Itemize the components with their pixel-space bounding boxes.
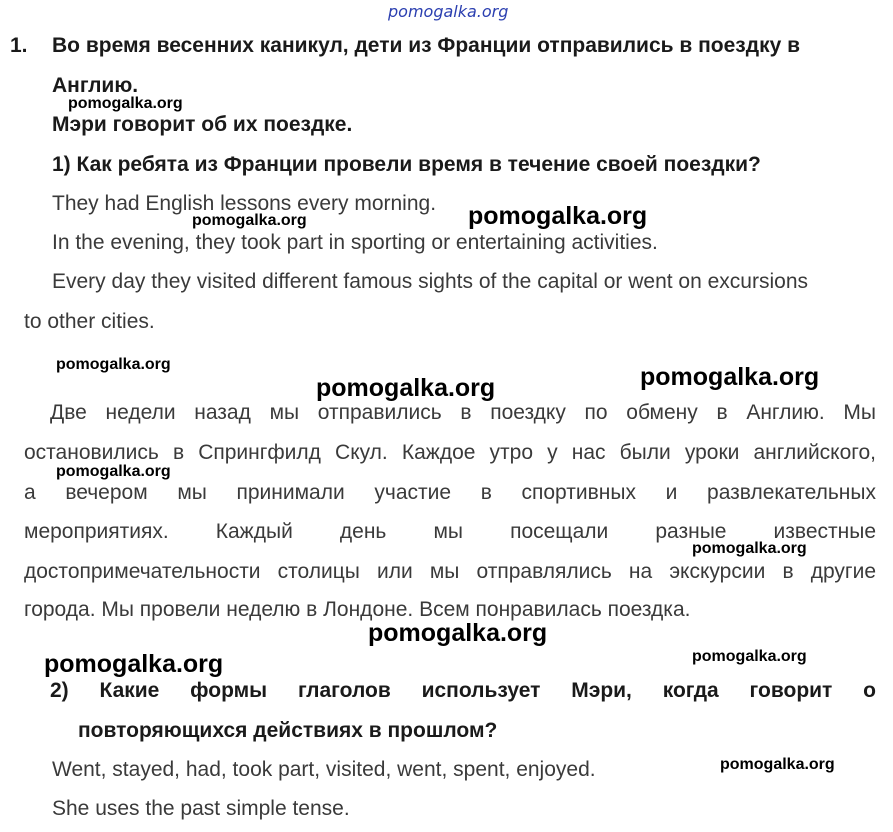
watermark: pomogalka.org [68, 95, 183, 112]
q1-question: 1) Как ребята из Франции провели время в течение своей поездки? [52, 153, 761, 176]
story-line-5: достопримечательности столицы или мы отправлялись на экскурсии в другие [24, 560, 876, 583]
watermark: pomogalka.org [56, 356, 171, 373]
header-watermark: pomogalka.org [388, 2, 509, 21]
q2-answer-2: She uses the past simple tense. [52, 797, 350, 820]
watermark: pomogalka.org [692, 540, 807, 557]
q1-answer-3: Every day they visited different famous sights of the capital or went on excursions [52, 270, 808, 293]
watermark: pomogalka.org [468, 202, 648, 230]
story-line-1: Две недели назад мы отправились в поездку по обмену в Англию. Мы [50, 401, 876, 424]
watermark: pomogalka.org [56, 463, 171, 480]
watermark: pomogalka.org [368, 619, 548, 647]
q2-question-line1: 2) Какие формы глаголов использует Мэри, когда говорит о [50, 679, 876, 702]
q1-answer-1: They had English lessons every morning. [52, 192, 437, 215]
watermark: pomogalka.org [720, 756, 835, 773]
watermark: pomogalka.org [692, 648, 807, 665]
watermark: pomogalka.org [316, 374, 496, 402]
task-title-line1: Во время весенних каникул, дети из Франции отправились в поездку в [52, 34, 801, 57]
q1-answer-2: In the evening, they took part in sporting or entertaining activities. [52, 231, 658, 254]
task-number: 1. [10, 34, 28, 57]
story-line-4: мероприятиях. Каждый день мы посещали разные известные [24, 520, 876, 543]
watermark: pomogalka.org [44, 650, 224, 678]
task-subtitle: Мэри говорит об их поездке. [52, 113, 353, 136]
q2-question-line2: повторяющихся действиях в прошлом? [78, 719, 498, 742]
story-line-2: остановились в Спрингфилд Скул. Каждое утро у нас были уроки английского, [24, 441, 876, 464]
watermark: pomogalka.org [192, 212, 307, 229]
q2-answer-1: Went, stayed, had, took part, visited, went, spent, enjoyed. [52, 758, 596, 781]
task-title-line2: Англию. [52, 74, 139, 97]
story-line-3: а вечером мы принимали участие в спортивных и развлекательных [24, 481, 876, 504]
q1-answer-4: to other cities. [24, 310, 155, 333]
watermark: pomogalka.org [640, 363, 820, 391]
story-line-6: города. Мы провели неделю в Лондоне. Всем понравилась поездка. [24, 598, 691, 621]
